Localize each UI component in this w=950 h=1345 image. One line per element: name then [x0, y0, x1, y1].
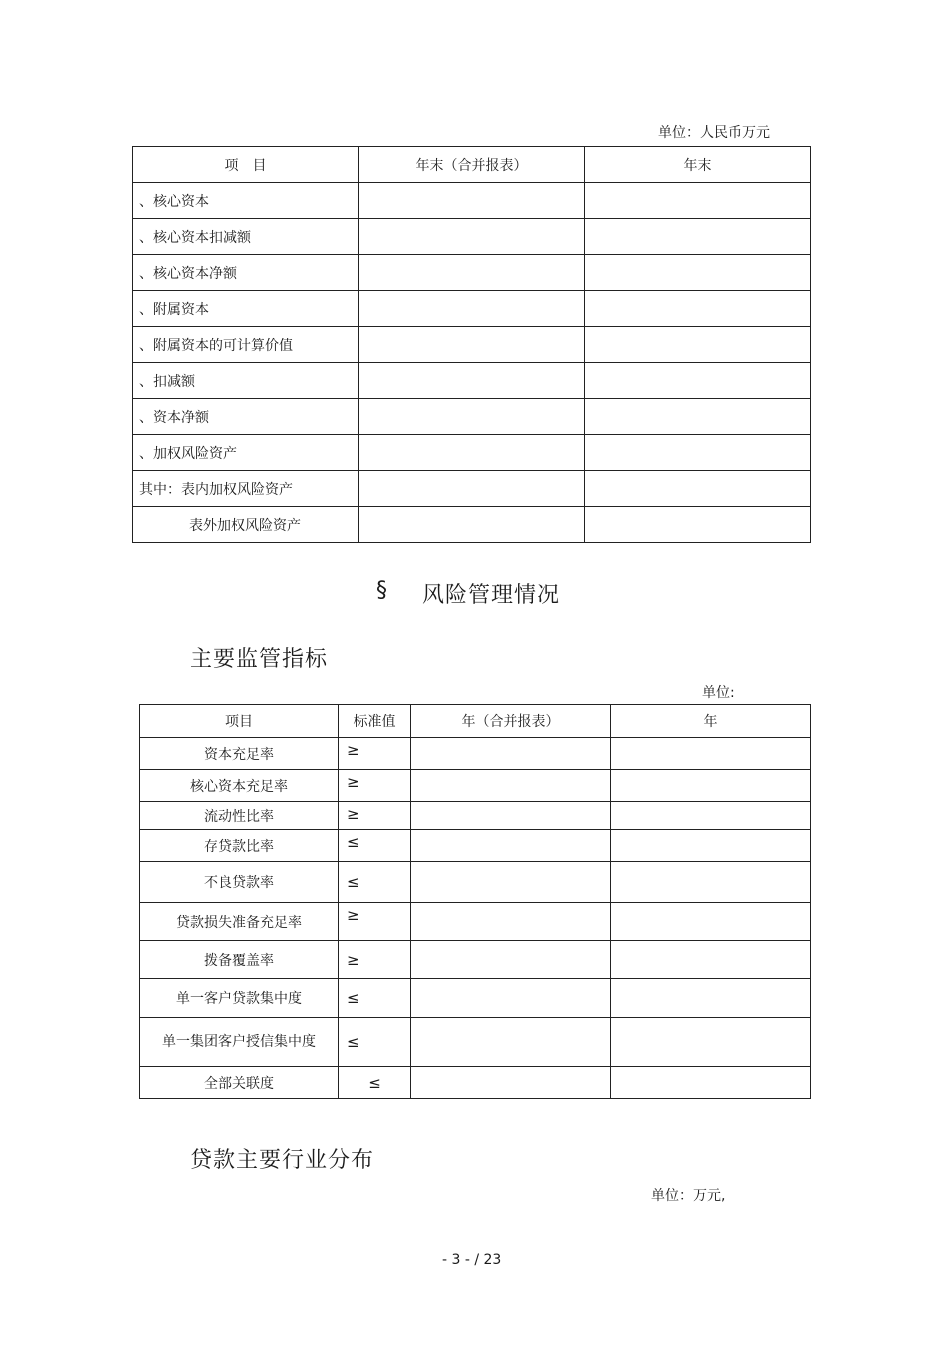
table-cell	[359, 255, 585, 291]
table-cell	[585, 219, 811, 255]
table-row	[140, 979, 811, 1018]
table-cell	[411, 1067, 611, 1099]
row-label: 拨备覆盖率	[140, 941, 339, 979]
row-label: 资本充足率	[140, 738, 339, 770]
indicators-unit-label: 单位:	[702, 685, 735, 701]
standard-symbol: ≤	[339, 862, 411, 903]
column-header-year: 年	[611, 705, 811, 738]
row-label: 表外加权风险资产	[133, 507, 359, 543]
table-row	[133, 471, 811, 507]
table-row	[133, 399, 811, 435]
table-row	[133, 183, 811, 219]
table-row	[140, 770, 811, 802]
table-cell	[611, 941, 811, 979]
column-header-item: 项 目	[133, 147, 359, 183]
table-cell	[611, 830, 811, 862]
table-cell	[411, 802, 611, 830]
column-header-standard: 标准值	[339, 705, 411, 738]
table-row	[140, 830, 811, 862]
capital-unit-label: 单位：人民币万元	[658, 125, 770, 141]
row-label: 单一集团客户授信集中度	[140, 1018, 339, 1067]
table-cell	[359, 327, 585, 363]
standard-symbol: ≤	[339, 1067, 411, 1099]
table-row	[133, 327, 811, 363]
regulatory-indicators-table	[139, 704, 811, 1099]
row-label: 单一客户贷款集中度	[140, 979, 339, 1018]
row-label: 、核心资本扣减额	[133, 219, 359, 255]
table-cell	[359, 363, 585, 399]
row-label: 、核心资本净额	[133, 255, 359, 291]
table-cell	[585, 291, 811, 327]
table-cell	[611, 738, 811, 770]
standard-symbol: ≤	[339, 1018, 411, 1067]
table-cell	[611, 979, 811, 1018]
table-cell	[585, 255, 811, 291]
table-row	[140, 1018, 811, 1067]
row-label: 、加权风险资产	[133, 435, 359, 471]
table-cell	[611, 1067, 811, 1099]
table-cell	[585, 435, 811, 471]
table-row	[133, 219, 811, 255]
table-row	[140, 1067, 811, 1099]
table-row	[133, 291, 811, 327]
table-cell	[359, 471, 585, 507]
row-label: 不良贷款率	[140, 862, 339, 903]
table-cell	[411, 979, 611, 1018]
table-cell	[359, 435, 585, 471]
standard-symbol: ≥	[339, 941, 411, 979]
table-row	[140, 738, 811, 770]
row-label: 、资本净额	[133, 399, 359, 435]
table-cell	[611, 903, 811, 941]
table-row	[133, 507, 811, 543]
table-cell	[585, 399, 811, 435]
table-cell	[585, 507, 811, 543]
table-row	[133, 363, 811, 399]
table-cell	[611, 862, 811, 903]
table-row	[140, 862, 811, 903]
table-cell	[359, 291, 585, 327]
row-label: 、附属资本	[133, 291, 359, 327]
standard-symbol: ≥	[339, 738, 411, 770]
column-header-consolidated: 年（合并报表）	[411, 705, 611, 738]
row-label: 核心资本充足率	[140, 770, 339, 802]
table-cell	[359, 507, 585, 543]
indicators-heading: 主要监管指标	[190, 647, 329, 672]
row-label: 贷款损失准备充足率	[140, 903, 339, 941]
table-cell	[411, 738, 611, 770]
table-cell	[585, 327, 811, 363]
table-cell	[411, 1018, 611, 1067]
table-cell	[359, 219, 585, 255]
section-symbol: §	[376, 578, 388, 603]
table-row	[140, 903, 811, 941]
table-cell	[411, 862, 611, 903]
table-cell	[611, 802, 811, 830]
standard-symbol: ≥	[339, 770, 411, 802]
standard-symbol: ≥	[339, 802, 411, 830]
row-label: 其中：表内加权风险资产	[133, 471, 359, 507]
table-cell	[585, 363, 811, 399]
column-header-consolidated: 年末（合并报表）	[359, 147, 585, 183]
standard-symbol: ≥	[339, 903, 411, 941]
row-label: 、附属资本的可计算价值	[133, 327, 359, 363]
table-cell	[585, 183, 811, 219]
page-number: - 3 - / 23	[442, 1252, 502, 1268]
table-cell	[411, 941, 611, 979]
column-header-year-end: 年末	[585, 147, 811, 183]
table-cell	[411, 903, 611, 941]
loan-distribution-heading: 贷款主要行业分布	[190, 1148, 375, 1173]
standard-symbol: ≤	[339, 830, 411, 862]
row-label: 存贷款比率	[140, 830, 339, 862]
table-row	[133, 255, 811, 291]
loan-distribution-unit-label: 单位：万元,	[651, 1188, 726, 1204]
row-label: 流动性比率	[140, 802, 339, 830]
row-label: 全部关联度	[140, 1067, 339, 1099]
table-header-row	[140, 705, 811, 738]
table-cell	[359, 183, 585, 219]
column-header-item: 项目	[140, 705, 339, 738]
table-cell	[411, 770, 611, 802]
table-cell	[359, 399, 585, 435]
table-row	[133, 435, 811, 471]
table-cell	[585, 471, 811, 507]
table-cell	[611, 1018, 811, 1067]
table-cell	[411, 830, 611, 862]
capital-adequacy-table	[132, 146, 811, 543]
section-heading: 风险管理情况	[422, 583, 561, 608]
table-header-row	[133, 147, 811, 183]
row-label: 、扣减额	[133, 363, 359, 399]
table-cell	[611, 770, 811, 802]
table-row	[140, 941, 811, 979]
row-label: 、核心资本	[133, 183, 359, 219]
table-row	[140, 802, 811, 830]
standard-symbol: ≤	[339, 979, 411, 1018]
